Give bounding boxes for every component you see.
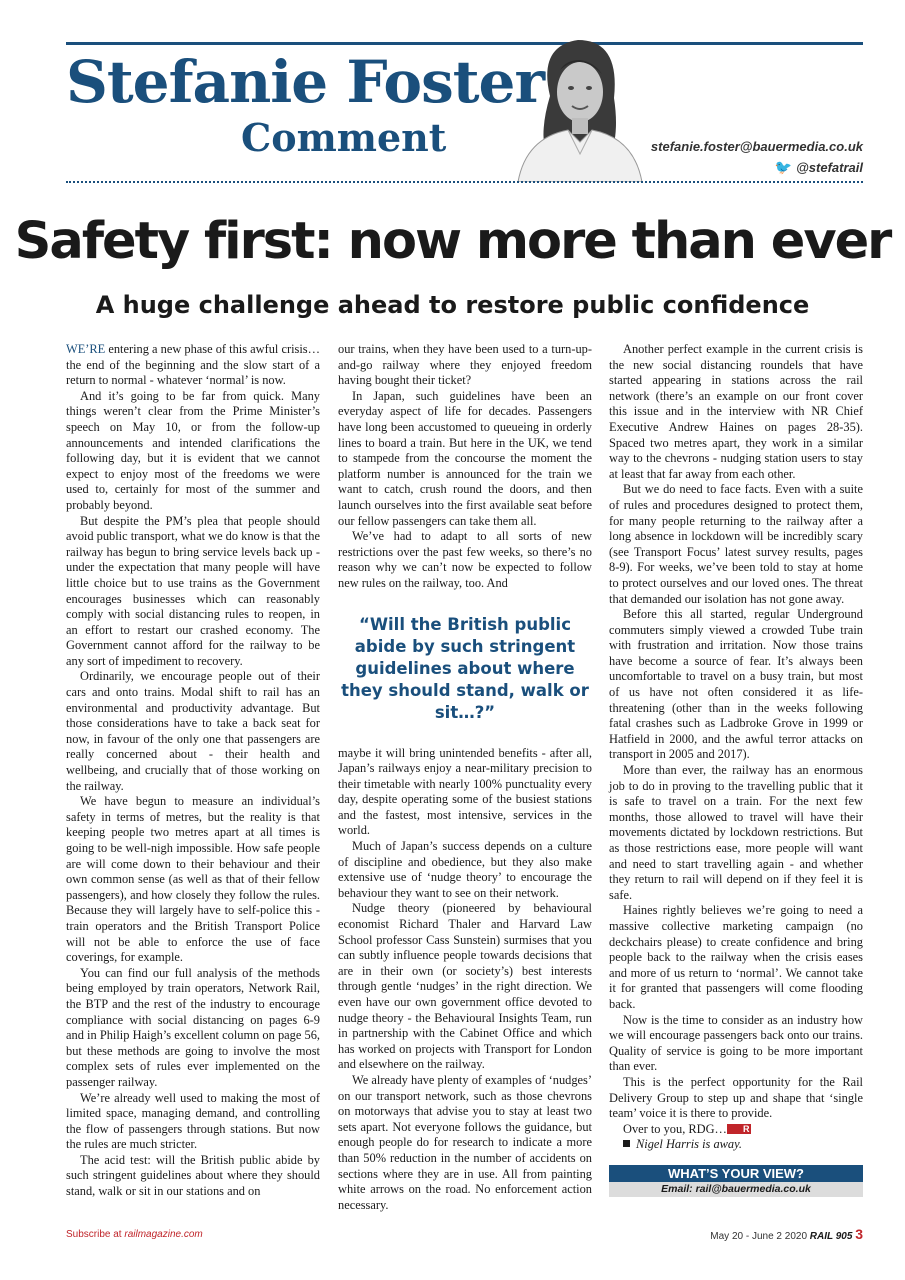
square-bullet-icon [623,1140,630,1147]
closing-line: Over to you, RDG… [623,1121,727,1136]
page-number: 3 [855,1226,863,1242]
article-column-3 [609,342,863,1197]
lead-text: entering a new phase of this awful crisis… the end of the beginning and the slow start of a return to normal - whatever ‘normal’ is now. [66,342,320,388]
paragraph: In Japan, such guidelines have been an everyday aspect of life for decades. Passengers have long been accustomed to queueing in orderly lines to board a train. But here in the UK, we tend to stampede from the concourse the moment the platform number is announced for the train we want to catch, crush round the doors, and then launch ourselves into the first available seat before our fellow passengers can take them all. [338,388,592,528]
subscribe-prefix: Subscribe at [66,1229,125,1240]
paragraph: Nudge theory (pioneered by behavioural economist Richard Thaler and Harvard Law School professor Cass Sunstein) surmises that you can subtly influence people towards decisions that are in their own (or society’s) best interests through gentle ‘nudges’ in the right direction. We even have our own government office devoted to nudge theory - the Behavioural Insights Team, run in partnership with the Cabinet Office and which has worked on projects with Transport for London and elsewhere on the railway. [338,901,592,1072]
paragraph: Before this all started, regular Underground commuters simply viewed a crowded Tube train with frustration and irritation. Now those trains have become a source of fear. It’s always been uncomfortable to travel on a busy train, but most of us have not often considered it as life-threatening (other than in the weeks following fatal crashes such as Ladbroke Grove in 1999 or Hatfield in 2000, and the awful terror attacks on transport in 2005 and 2017). [609,607,863,762]
article-headline: Safety first: now more than ever [14,212,891,271]
issue-label: RAIL 905 [809,1231,853,1242]
paragraph: our trains, when they have been used to a turn-up-and-go railway where they enjoyed freedom having bought their ticket? [338,342,592,388]
article-column-1 [66,342,320,1200]
paragraph [609,1122,863,1138]
section-label: Comment [241,115,447,160]
twitter-handle-text: @stefatrail [796,160,863,175]
author-email[interactable]: stefanie.foster@bauermedia.co.uk [650,139,863,154]
paragraph: But we do need to face facts. Even with a suite of rules and procedures designed to protect them, for many people returning to the railway after a long absence in lockdown will be incredibly scary (see Transport Focus’ latest survey results, pages 8-9). For weeks, we’ve been told to stay at home to protect ourselves and our loved ones. The threat that demanded our isolation has not gone away. [609,482,863,606]
twitter-handle[interactable] [775,159,863,176]
author-photo [508,26,648,182]
paragraph: We’re already well used to making the most of limited space, managing demand, and controlling the flow of passengers through stations. But now the rules are much stricter. [66,1090,320,1152]
paragraph: We have begun to measure an individual’s safety in terms of metres, but the reality is that keeping people two metres apart at all times is going to be well-nigh impossible. How safe people are will come down to their behaviour and their own common sense (as well as that of their fellow passengers), and how closely they follow the rules. Because they will largely have to self-police this - train operators and the British Transport Police will not be able to enforce the use of face coverings, for example. [66,794,320,965]
pull-quote: “Will the British public abide by such stringent guidelines about where they should stand, walk or sit…?” [341,614,589,722]
paragraph: But despite the PM’s plea that people should avoid public transport, what we do know is that the railway has begun to bring service levels back up - under the expectation that many people will have little choice but to use trains as the Government encourages businesses which can reasonably comply with social distancing rules to reopen, in an effort to restart our crashed economy. The Government cannot afford for the railway to be any sort of impediment to recovery. [66,513,320,668]
paragraph: More than ever, the railway has an enormous job to do in proving to the travelling public that it is safe to travel on a train. For the next few months, those allowed to travel will have their movements dictated by lockdown restrictions. But as those restrictions ease, more people will want and need to start travelling again - and whether they return to rail will depend on if they feel it is safe. [609,763,863,902]
view-box-title: WHAT’S YOUR VIEW? [609,1165,863,1182]
paragraph: We already have plenty of examples of ‘nudges’ on our transport network, such as those chevrons on motorways that advise you to stay at least two sets apart. Not everyone follows the guidance, but enough people do for research to indicate a more than 50% reduction in the number of accidents on sections where they are in use. All from painting white arrows on the road. No enforcement action necessary. [338,1072,592,1212]
issue-date: May 20 - June 2 2020 [710,1231,808,1242]
subscribe-link[interactable]: railmagazine.com [124,1229,203,1240]
view-box-email[interactable]: Email: rail@bauermedia.co.uk [609,1182,863,1197]
article-column-2 [338,342,592,1213]
twitter-bird-icon: 🐦 [774,159,793,175]
paragraph: This is the perfect opportunity for the Rail Delivery Group to step up and shape that ‘single team’ voice it is there to provide. [609,1074,863,1121]
editor-note-text: Nigel Harris is away. [636,1137,743,1152]
paragraph: You can find our full analysis of the methods being employed by train operators, Network Rail, the BTP and the rest of the industry to encourage compliance with social distancing on pages 6-9 and in Philip Haigh’s excellent column on page 56, but these methods are going to involve the most complex sets of rules ever implemented on the passenger railway. [66,965,320,1089]
rail-end-mark-icon: R [727,1124,752,1134]
paragraph: We’ve had to adapt to all sorts of new restrictions over the past few weeks, so there’s no reason why we can’t now be expected to follow new rules on the railway, too. And [338,529,592,590]
paragraph: The acid test: will the British public abide by such stringent guidelines about where they should stand, walk or sit in our stations and on [66,1152,320,1199]
paragraph: Much of Japan’s success depends on a culture of discipline and obedience, but they also make extensive use of ‘nudge theory’ to encourage the behaviour they want to see on their network. [338,839,592,900]
paragraph: maybe it will bring unintended benefits - after all, Japan’s railways enjoy a near-military precision to their timetable with nearly 100% punctuality every day, despite operating some of the busiest stations and the fastest, most intensive, services in the world. [338,745,592,838]
subscribe-line [66,1229,203,1240]
paragraph: And it’s going to be far from quick. Many things weren’t clear from the Prime Minister’s speech on May 10, or from the follow-up announcements and intended clarifications the following day, but it is evident that we cannot expect to enjoy most of the freedoms we were used to, certainly for most of the summer and probably beyond. [66,388,320,512]
page-footer [710,1226,863,1242]
whats-your-view-box [609,1165,863,1197]
paragraph: Haines rightly believes we’re going to need a massive collective marketing campaign (no deckchairs please) to create confidence and bring people back to the railway when the crisis eases and more of us return to ‘normal’. We cannot take it for granted that passengers will come flooding back. [609,903,863,1011]
paragraph: Ordinarily, we encourage people out of their cars and onto trains. Modal shift to rail has an environmental and productivity advantage. But those considerations have to take a back seat for now, in favour of the only one that passengers are really concerned about - their health and wellbeing, and crucially that of those working on the railway. [66,669,320,793]
author-name: Stefanie Foster [66,48,544,116]
lead-word: WE’RE [66,342,106,356]
editor-note [609,1137,863,1153]
article-subheadline: A huge challenge ahead to restore public confidence [95,291,810,319]
dotted-divider [66,181,863,183]
paragraph [66,342,320,389]
paragraph: Another perfect example in the current crisis is the new social distancing roundels that have started appearing in stations across the rail network (there’s an example on our front cover this issue and in the interview with NR Chief Executive Andrew Haines on pages 28-35). Spaced two metres apart, they work in a similar way to the chevrons - nudging station users to stay at least that far away from each other. [609,342,863,481]
paragraph: Now is the time to consider as an industry how we will encourage passengers back onto our trains. Quality of service is going to be more important than ever. [609,1012,863,1074]
top-rule [66,42,863,45]
